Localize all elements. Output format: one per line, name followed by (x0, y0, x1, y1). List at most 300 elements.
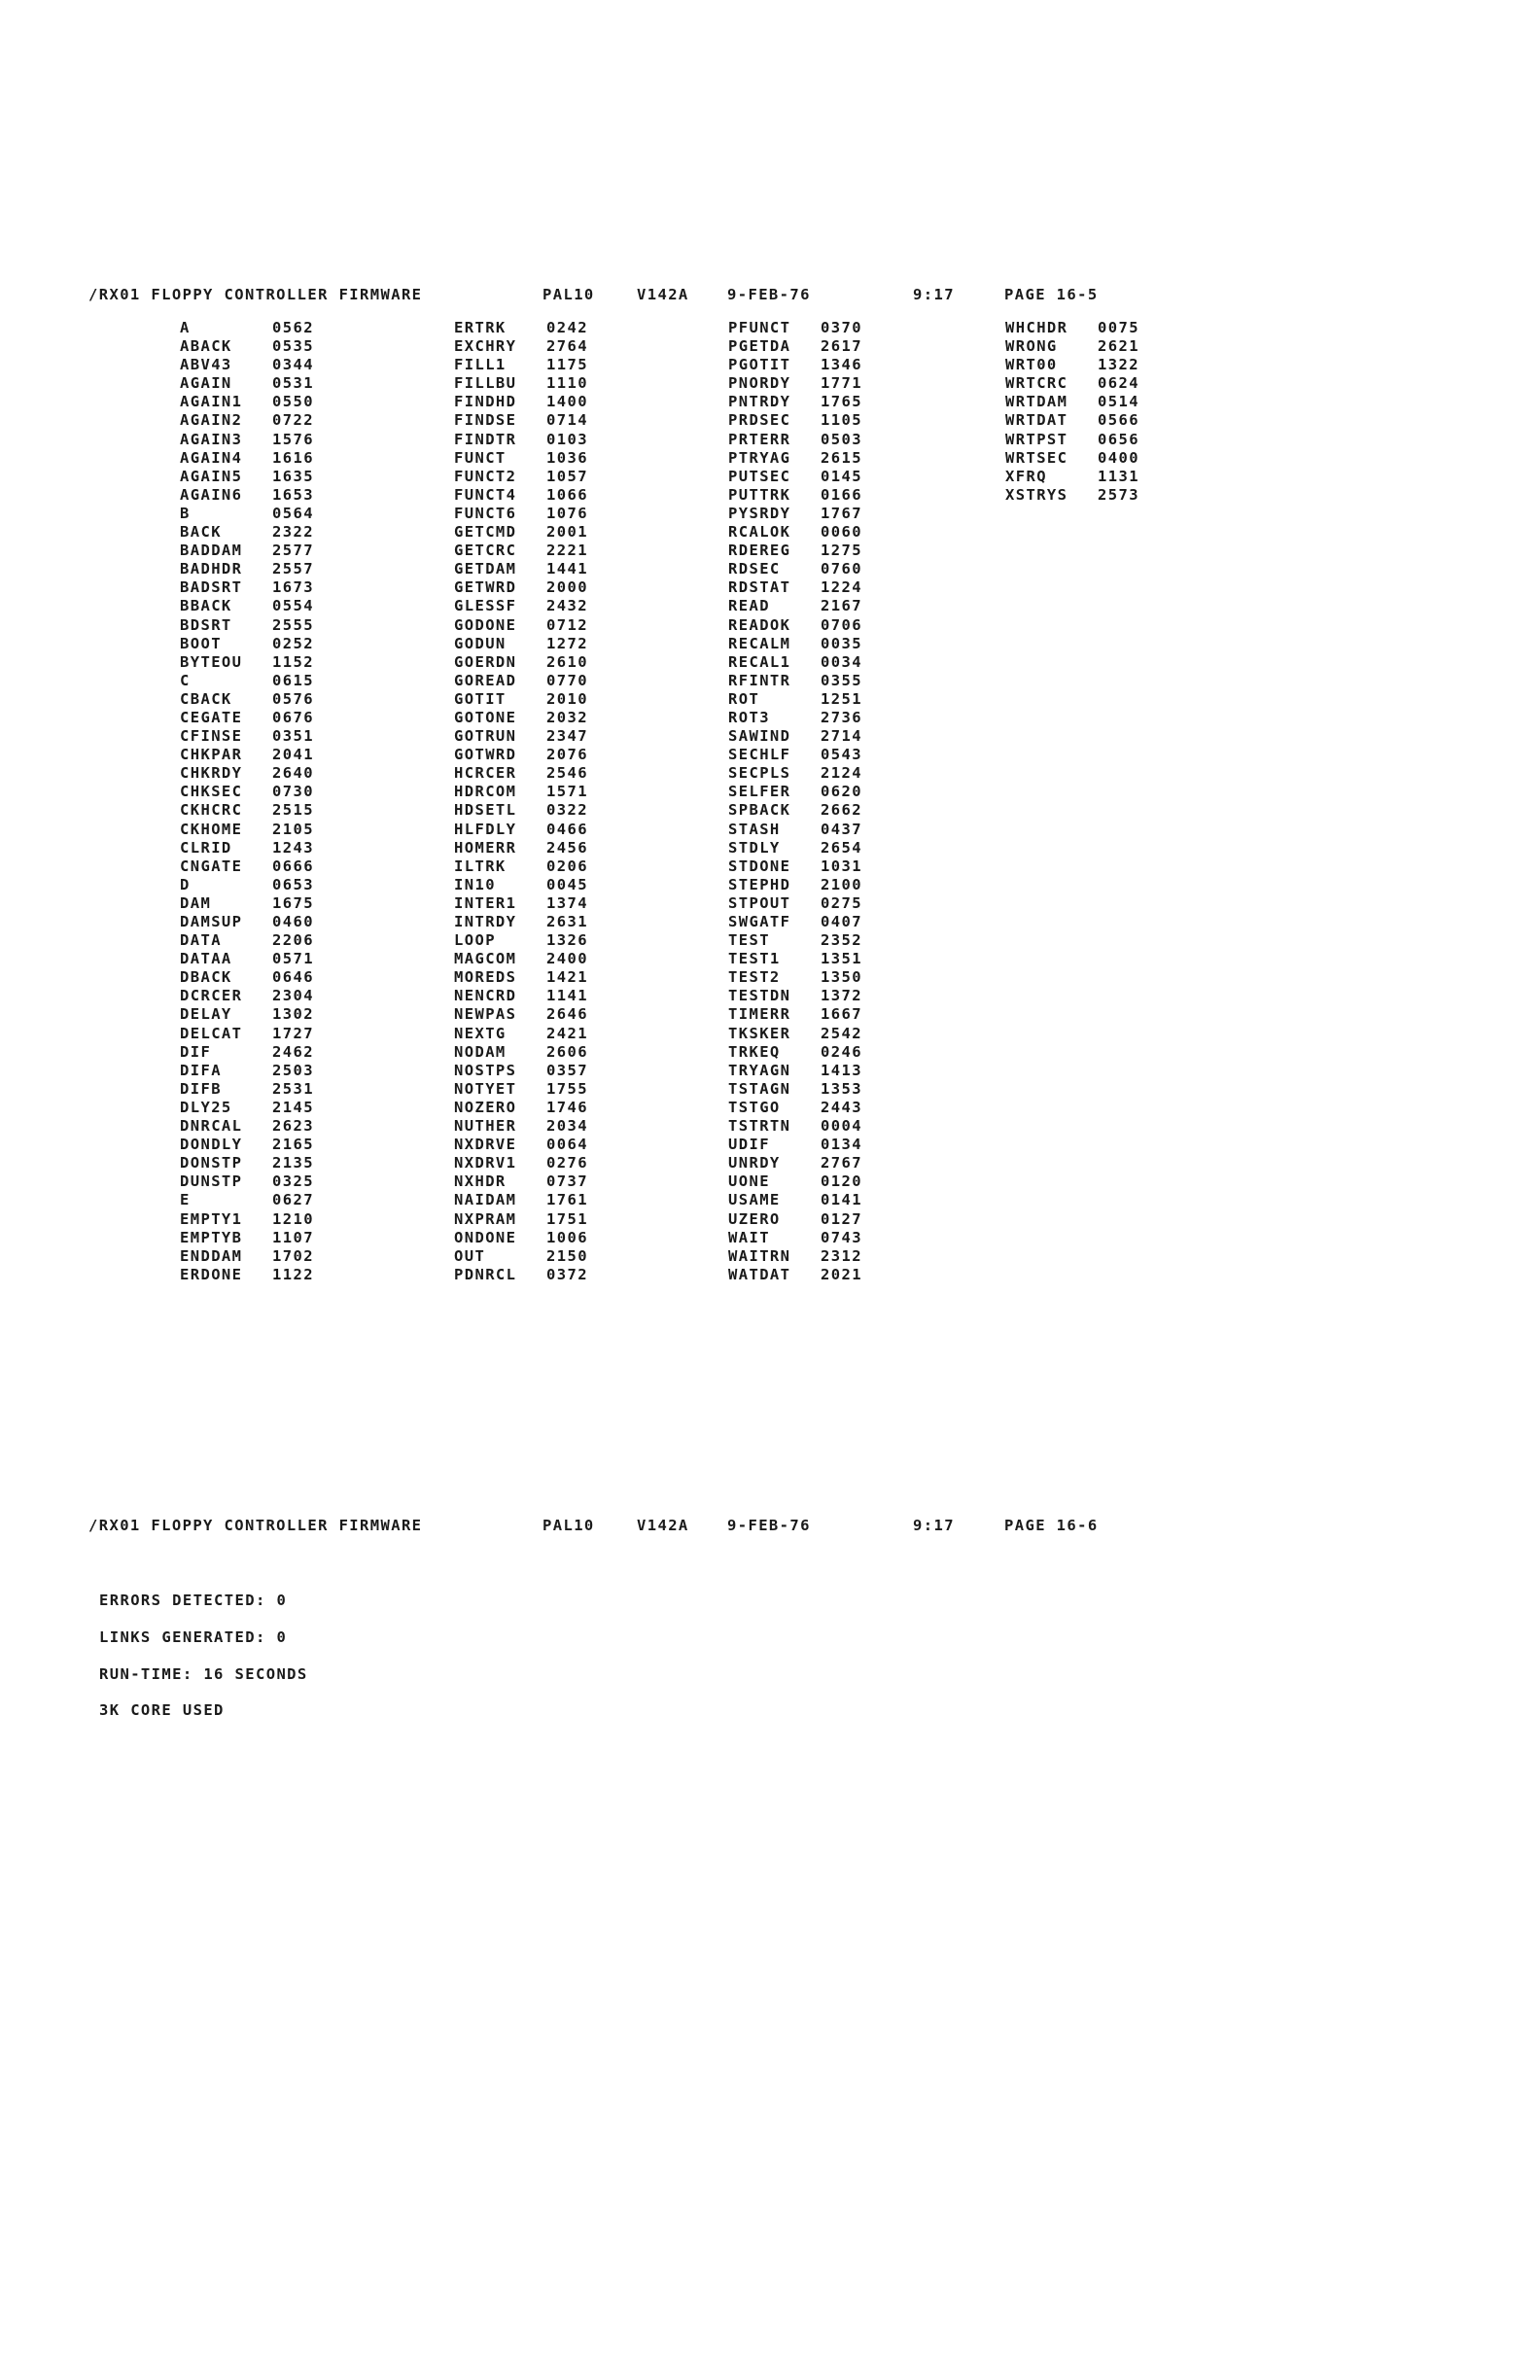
symbol-value: 0127 (821, 1209, 862, 1228)
symbol-row (728, 1172, 862, 1191)
symbol-row (180, 542, 314, 560)
symbol-row (180, 987, 314, 1005)
symbol-value: 1616 (272, 448, 314, 467)
symbol-value: 0252 (272, 634, 314, 652)
symbol-row (454, 1247, 588, 1266)
symbol-name: TSTGO (728, 1098, 781, 1116)
symbol-name: NOSTPS (454, 1061, 517, 1079)
symbol-value: 2100 (821, 875, 862, 893)
symbol-row (454, 1080, 588, 1099)
symbol-name: WRTDAM (1005, 393, 1068, 411)
symbol-row (454, 374, 588, 393)
symbol-row (728, 449, 862, 468)
symbol-value: 0564 (272, 504, 314, 522)
symbol-value: 1322 (1098, 356, 1139, 374)
symbol-value: 0400 (1098, 448, 1139, 467)
symbol-name: DUNSTP (180, 1172, 243, 1191)
symbol-name: NXPRAM (454, 1209, 517, 1228)
symbol-name: NOZERO (454, 1098, 517, 1116)
symbol-name: FILL1 (454, 356, 507, 374)
symbol-row (728, 374, 862, 393)
symbol-row (454, 393, 588, 411)
symbol-name: GETCRC (454, 542, 517, 560)
symbol-row (454, 356, 588, 374)
symbol-row (728, 635, 862, 653)
symbol-value: 0562 (272, 319, 314, 336)
symbol-value: 2021 (821, 1265, 862, 1283)
symbol-name: FINDHD (454, 393, 517, 411)
symbol-name: INTRDY (454, 913, 517, 930)
symbol-name: PUTTRK (728, 485, 791, 504)
symbol-value: 2610 (546, 652, 588, 671)
symbol-row (180, 894, 314, 913)
symbol-row (180, 1247, 314, 1266)
symbol-row (1005, 374, 1139, 393)
symbol-name: FUNCT4 (454, 485, 517, 504)
symbol-name: SPBACK (728, 801, 791, 820)
symbol-name: GETDAM (454, 560, 517, 578)
symbol-value: 0145 (821, 467, 862, 485)
symbol-name: PYSRDY (728, 504, 791, 522)
symbol-value: 2041 (272, 746, 314, 764)
symbol-value: 1746 (546, 1098, 588, 1116)
symbol-name: ABV43 (180, 356, 232, 374)
symbol-row (728, 821, 862, 839)
symbol-name: DIFA (180, 1061, 222, 1079)
symbol-value: 2615 (821, 448, 862, 467)
symbol-value: 0615 (272, 671, 314, 689)
symbol-name: IN10 (454, 875, 496, 893)
symbol-value: 2531 (272, 1079, 314, 1098)
symbol-value: 2662 (821, 801, 862, 820)
symbol-value: 1326 (546, 931, 588, 950)
symbol-row (180, 783, 314, 801)
symbol-row (454, 597, 588, 615)
symbol-column-2 (454, 319, 588, 1284)
symbol-row (180, 411, 314, 430)
symbol-value: 0275 (821, 893, 862, 912)
symbol-value: 2736 (821, 708, 862, 726)
symbol-name: GODONE (454, 615, 517, 634)
symbol-row (1005, 449, 1139, 468)
symbol-row (728, 764, 862, 783)
symbol-row (180, 858, 314, 876)
symbol-value: 0466 (546, 820, 588, 838)
symbol-row (180, 1080, 314, 1099)
symbol-value: 0676 (272, 708, 314, 726)
symbol-value: 2557 (272, 560, 314, 578)
symbol-value: 0045 (546, 875, 588, 893)
symbol-name: PFUNCT (728, 319, 791, 336)
symbol-value: 0653 (272, 875, 314, 893)
listing-date: 9-FEB-76 (727, 1517, 811, 1534)
symbol-value: 1243 (272, 838, 314, 857)
symbol-row (728, 1005, 862, 1024)
links-generated: LINKS GENERATED: 0 (99, 1628, 288, 1646)
symbol-row (454, 578, 588, 597)
symbol-value: 0351 (272, 727, 314, 746)
symbol-row (728, 672, 862, 690)
symbol-row (180, 431, 314, 449)
symbol-name: READOK (728, 615, 791, 634)
symbol-name: STPOUT (728, 893, 791, 912)
symbol-row (180, 505, 314, 523)
symbol-value: 2443 (821, 1098, 862, 1116)
symbol-value: 0035 (821, 634, 862, 652)
symbol-row (454, 1154, 588, 1172)
symbol-value: 1653 (272, 485, 314, 504)
symbol-name: HCRCER (454, 764, 517, 783)
symbol-value: 1351 (821, 950, 862, 968)
symbol-name: GETWRD (454, 578, 517, 597)
symbol-value: 0714 (546, 411, 588, 430)
symbol-value: 2640 (272, 764, 314, 783)
symbol-row (728, 858, 862, 876)
symbol-name: ROT (728, 689, 760, 708)
symbol-name: DBACK (180, 968, 232, 987)
symbol-name: UONE (728, 1172, 770, 1191)
symbol-row (180, 468, 314, 486)
symbol-value: 2034 (546, 1117, 588, 1136)
symbol-value: 1413 (821, 1061, 862, 1079)
symbol-name: ERDONE (180, 1265, 243, 1283)
symbol-name: FILLBU (454, 374, 517, 393)
symbol-value: 0706 (821, 615, 862, 634)
symbol-name: BACK (180, 523, 222, 542)
symbol-name: NOTYET (454, 1079, 517, 1098)
symbol-name: D (180, 875, 191, 893)
symbol-value: 2764 (546, 337, 588, 356)
symbol-value: 0624 (1098, 374, 1139, 393)
symbol-row (454, 1025, 588, 1043)
symbol-name: ENDDAM (180, 1246, 243, 1265)
symbol-value: 2462 (272, 1042, 314, 1061)
symbol-value: 2076 (546, 746, 588, 764)
symbol-value: 0646 (272, 968, 314, 987)
symbol-value: 2001 (546, 523, 588, 542)
symbol-row (180, 449, 314, 468)
listing-title: /RX01 FLOPPY CONTROLLER FIRMWARE (88, 286, 423, 303)
symbol-name: OUT (454, 1246, 486, 1265)
symbol-row (180, 672, 314, 690)
symbol-name: PNTRDY (728, 393, 791, 411)
symbol-name: BBACK (180, 597, 232, 615)
symbol-value: 1141 (546, 987, 588, 1005)
symbol-row (180, 1210, 314, 1229)
symbol-value: 2573 (1098, 485, 1139, 504)
symbol-name: WAITRN (728, 1246, 791, 1265)
symbol-row (454, 783, 588, 801)
symbol-name: DIFB (180, 1079, 222, 1098)
symbol-value: 2503 (272, 1061, 314, 1079)
symbol-value: 2150 (546, 1246, 588, 1265)
symbol-name: WRTCRC (1005, 374, 1068, 393)
symbol-value: 0535 (272, 337, 314, 356)
symbol-value: 1350 (821, 968, 862, 987)
symbol-name: GETCMD (454, 523, 517, 542)
symbol-value: 0034 (821, 652, 862, 671)
symbol-value: 1765 (821, 393, 862, 411)
symbol-name: AGAIN2 (180, 411, 243, 430)
symbol-value: 1105 (821, 411, 862, 430)
symbol-name: AGAIN3 (180, 430, 243, 448)
symbol-name: DELCAT (180, 1024, 243, 1042)
symbol-value: 2322 (272, 523, 314, 542)
symbol-name: CHKPAR (180, 746, 243, 764)
symbol-name: HOMERR (454, 838, 517, 857)
symbol-row (180, 337, 314, 356)
symbol-value: 1374 (546, 893, 588, 912)
symbol-name: EMPTYB (180, 1228, 243, 1246)
page-number: PAGE 16-5 (1004, 286, 1099, 303)
symbol-name: GOTONE (454, 708, 517, 726)
symbol-value: 2515 (272, 801, 314, 820)
symbol-row (454, 542, 588, 560)
symbol-name: DATAA (180, 950, 232, 968)
symbol-value: 2312 (821, 1246, 862, 1265)
symbol-row (454, 968, 588, 987)
symbol-name: FINDSE (454, 411, 517, 430)
symbol-value: 1667 (821, 1005, 862, 1024)
symbol-value: 2623 (272, 1117, 314, 1136)
symbol-value: 0460 (272, 913, 314, 930)
symbol-row (728, 616, 862, 635)
symbol-name: CLRID (180, 838, 232, 857)
symbol-row (454, 1172, 588, 1191)
symbol-value: 2304 (272, 987, 314, 1005)
symbol-row (454, 727, 588, 746)
symbol-name: GOREAD (454, 671, 517, 689)
symbol-row (180, 486, 314, 505)
symbol-row (180, 821, 314, 839)
symbol-value: 1275 (821, 542, 862, 560)
symbol-name: MOREDS (454, 968, 517, 987)
symbol-value: 0075 (1098, 319, 1139, 336)
symbol-name: RFINTR (728, 671, 791, 689)
symbol-value: 2165 (272, 1136, 314, 1154)
listing-title: /RX01 FLOPPY CONTROLLER FIRMWARE (88, 1517, 423, 1534)
symbol-value: 2010 (546, 689, 588, 708)
symbol-name: BADSRT (180, 578, 243, 597)
symbol-value: 1066 (546, 485, 588, 504)
symbol-name: TSTRTN (728, 1117, 791, 1136)
symbol-value: 2621 (1098, 337, 1139, 356)
core-used: 3K CORE USED (99, 1701, 225, 1719)
symbol-value: 2135 (272, 1154, 314, 1172)
errors-detected: ERRORS DETECTED: 0 (99, 1592, 288, 1609)
symbol-name: NENCRD (454, 987, 517, 1005)
symbol-row (454, 858, 588, 876)
symbol-name: WHCHDR (1005, 319, 1068, 336)
symbol-name: FINDTR (454, 430, 517, 448)
symbol-row (454, 560, 588, 578)
symbol-value: 0503 (821, 430, 862, 448)
symbol-name: RDEREG (728, 542, 791, 560)
symbol-row (454, 1136, 588, 1154)
symbol-row (180, 931, 314, 950)
symbol-row (728, 319, 862, 337)
symbol-row (728, 876, 862, 894)
symbol-row (454, 468, 588, 486)
symbol-name: GOTRUN (454, 727, 517, 746)
symbol-value: 0571 (272, 950, 314, 968)
symbol-name: CHKRDY (180, 764, 243, 783)
symbol-name: GODUN (454, 634, 507, 652)
symbol-row (180, 635, 314, 653)
symbol-row (454, 950, 588, 968)
symbol-name: C (180, 671, 191, 689)
symbol-row (454, 801, 588, 820)
symbol-value: 0344 (272, 356, 314, 374)
run-time: RUN-TIME: 16 SECONDS (99, 1665, 308, 1683)
symbol-row (180, 1025, 314, 1043)
symbol-name: NUTHER (454, 1117, 517, 1136)
symbol-name: NODAM (454, 1042, 507, 1061)
symbol-row (180, 913, 314, 931)
symbol-name: INTER1 (454, 893, 517, 912)
symbol-row (454, 987, 588, 1005)
symbol-row (1005, 319, 1139, 337)
symbol-value: 0134 (821, 1136, 862, 1154)
symbol-row (180, 356, 314, 374)
symbol-name: CKHOME (180, 820, 243, 838)
symbol-value: 0325 (272, 1172, 314, 1191)
symbol-name: CHKSEC (180, 783, 243, 801)
symbol-row (180, 1043, 314, 1062)
symbol-value: 1441 (546, 560, 588, 578)
symbol-row (728, 486, 862, 505)
symbol-name: BYTEOU (180, 652, 243, 671)
symbol-value: 1372 (821, 987, 862, 1005)
symbol-name: STDLY (728, 838, 781, 857)
symbol-name: PNORDY (728, 374, 791, 393)
symbol-row (180, 319, 314, 337)
symbol-name: EMPTY1 (180, 1209, 243, 1228)
symbol-row (728, 653, 862, 672)
symbol-name: NXDRVE (454, 1136, 517, 1154)
symbol-name: DELAY (180, 1005, 232, 1024)
symbol-row (180, 950, 314, 968)
symbol-name: A (180, 319, 191, 336)
symbol-value: 2000 (546, 578, 588, 597)
symbol-value: 1175 (546, 356, 588, 374)
symbol-name: GOERDN (454, 652, 517, 671)
symbol-row (728, 746, 862, 764)
symbol-row (454, 337, 588, 356)
symbol-row (454, 1210, 588, 1229)
symbol-name: RECALM (728, 634, 791, 652)
symbol-value: 1152 (272, 652, 314, 671)
symbol-value: 2206 (272, 931, 314, 950)
symbol-name: DAM (180, 893, 212, 912)
symbol-name: PRTERR (728, 430, 791, 448)
symbol-name: BOOT (180, 634, 222, 652)
symbol-name: BADDAM (180, 542, 243, 560)
symbol-value: 2617 (821, 337, 862, 356)
symbol-value: 2105 (272, 820, 314, 838)
symbol-name: PDNRCL (454, 1265, 517, 1283)
symbol-value: 0103 (546, 430, 588, 448)
symbol-name: RDSTAT (728, 578, 791, 597)
symbol-name: DIF (180, 1042, 212, 1061)
symbol-name: ERTRK (454, 319, 507, 336)
symbol-name: SELFER (728, 783, 791, 801)
symbol-value: 0730 (272, 783, 314, 801)
symbol-row (1005, 486, 1139, 505)
symbol-value: 1771 (821, 374, 862, 393)
symbol-name: HDRCOM (454, 783, 517, 801)
symbol-value: 0576 (272, 689, 314, 708)
symbol-row (454, 894, 588, 913)
symbol-value: 0550 (272, 393, 314, 411)
symbol-name: AGAIN1 (180, 393, 243, 411)
symbol-value: 0206 (546, 857, 588, 875)
symbol-row (454, 931, 588, 950)
symbol-name: RDSEC (728, 560, 781, 578)
symbol-value: 1076 (546, 504, 588, 522)
symbol-row (728, 393, 862, 411)
symbol-name: GOTIT (454, 689, 507, 708)
symbol-value: 0276 (546, 1154, 588, 1172)
symbol-row (454, 616, 588, 635)
symbol-name: CEGATE (180, 708, 243, 726)
symbol-name: AGAIN6 (180, 485, 243, 504)
symbol-row (454, 821, 588, 839)
symbol-row (728, 839, 862, 858)
symbol-row (454, 876, 588, 894)
symbol-name: UDIF (728, 1136, 770, 1154)
symbol-name: UZERO (728, 1209, 781, 1228)
symbol-name: DONSTP (180, 1154, 243, 1172)
symbol-row (454, 672, 588, 690)
symbol-value: 0770 (546, 671, 588, 689)
symbol-row (180, 1117, 314, 1136)
symbol-row (728, 894, 862, 913)
symbol-row (454, 653, 588, 672)
symbol-name: B (180, 504, 191, 522)
symbol-name: HLFDLY (454, 820, 517, 838)
symbol-name: XSTRYS (1005, 485, 1068, 504)
symbol-name: NAIDAM (454, 1191, 517, 1209)
symbol-value: 0656 (1098, 430, 1139, 448)
symbol-value: 0322 (546, 801, 588, 820)
symbol-row (728, 468, 862, 486)
symbol-value: 0514 (1098, 393, 1139, 411)
symbol-row (454, 523, 588, 542)
symbol-name: WRONG (1005, 337, 1058, 356)
symbol-value: 2555 (272, 615, 314, 634)
symbol-column-1 (180, 319, 314, 1284)
symbol-row (728, 597, 862, 615)
symbol-row (180, 968, 314, 987)
symbol-name: E (180, 1191, 191, 1209)
symbol-value: 0554 (272, 597, 314, 615)
symbol-name: WRTDAT (1005, 411, 1068, 430)
symbol-row (728, 1210, 862, 1229)
symbol-name: WATDAT (728, 1265, 791, 1283)
symbol-name: CNGATE (180, 857, 243, 875)
symbol-value: 1251 (821, 689, 862, 708)
symbol-row (728, 1229, 862, 1247)
assembler-version: V142A (637, 286, 689, 303)
symbol-name: PRDSEC (728, 411, 791, 430)
symbol-value: 0370 (821, 319, 862, 336)
symbol-row (454, 764, 588, 783)
symbol-row (180, 801, 314, 820)
listing-time: 9:17 (913, 1517, 955, 1534)
symbol-value: 2714 (821, 727, 862, 746)
symbol-value: 0060 (821, 523, 862, 542)
